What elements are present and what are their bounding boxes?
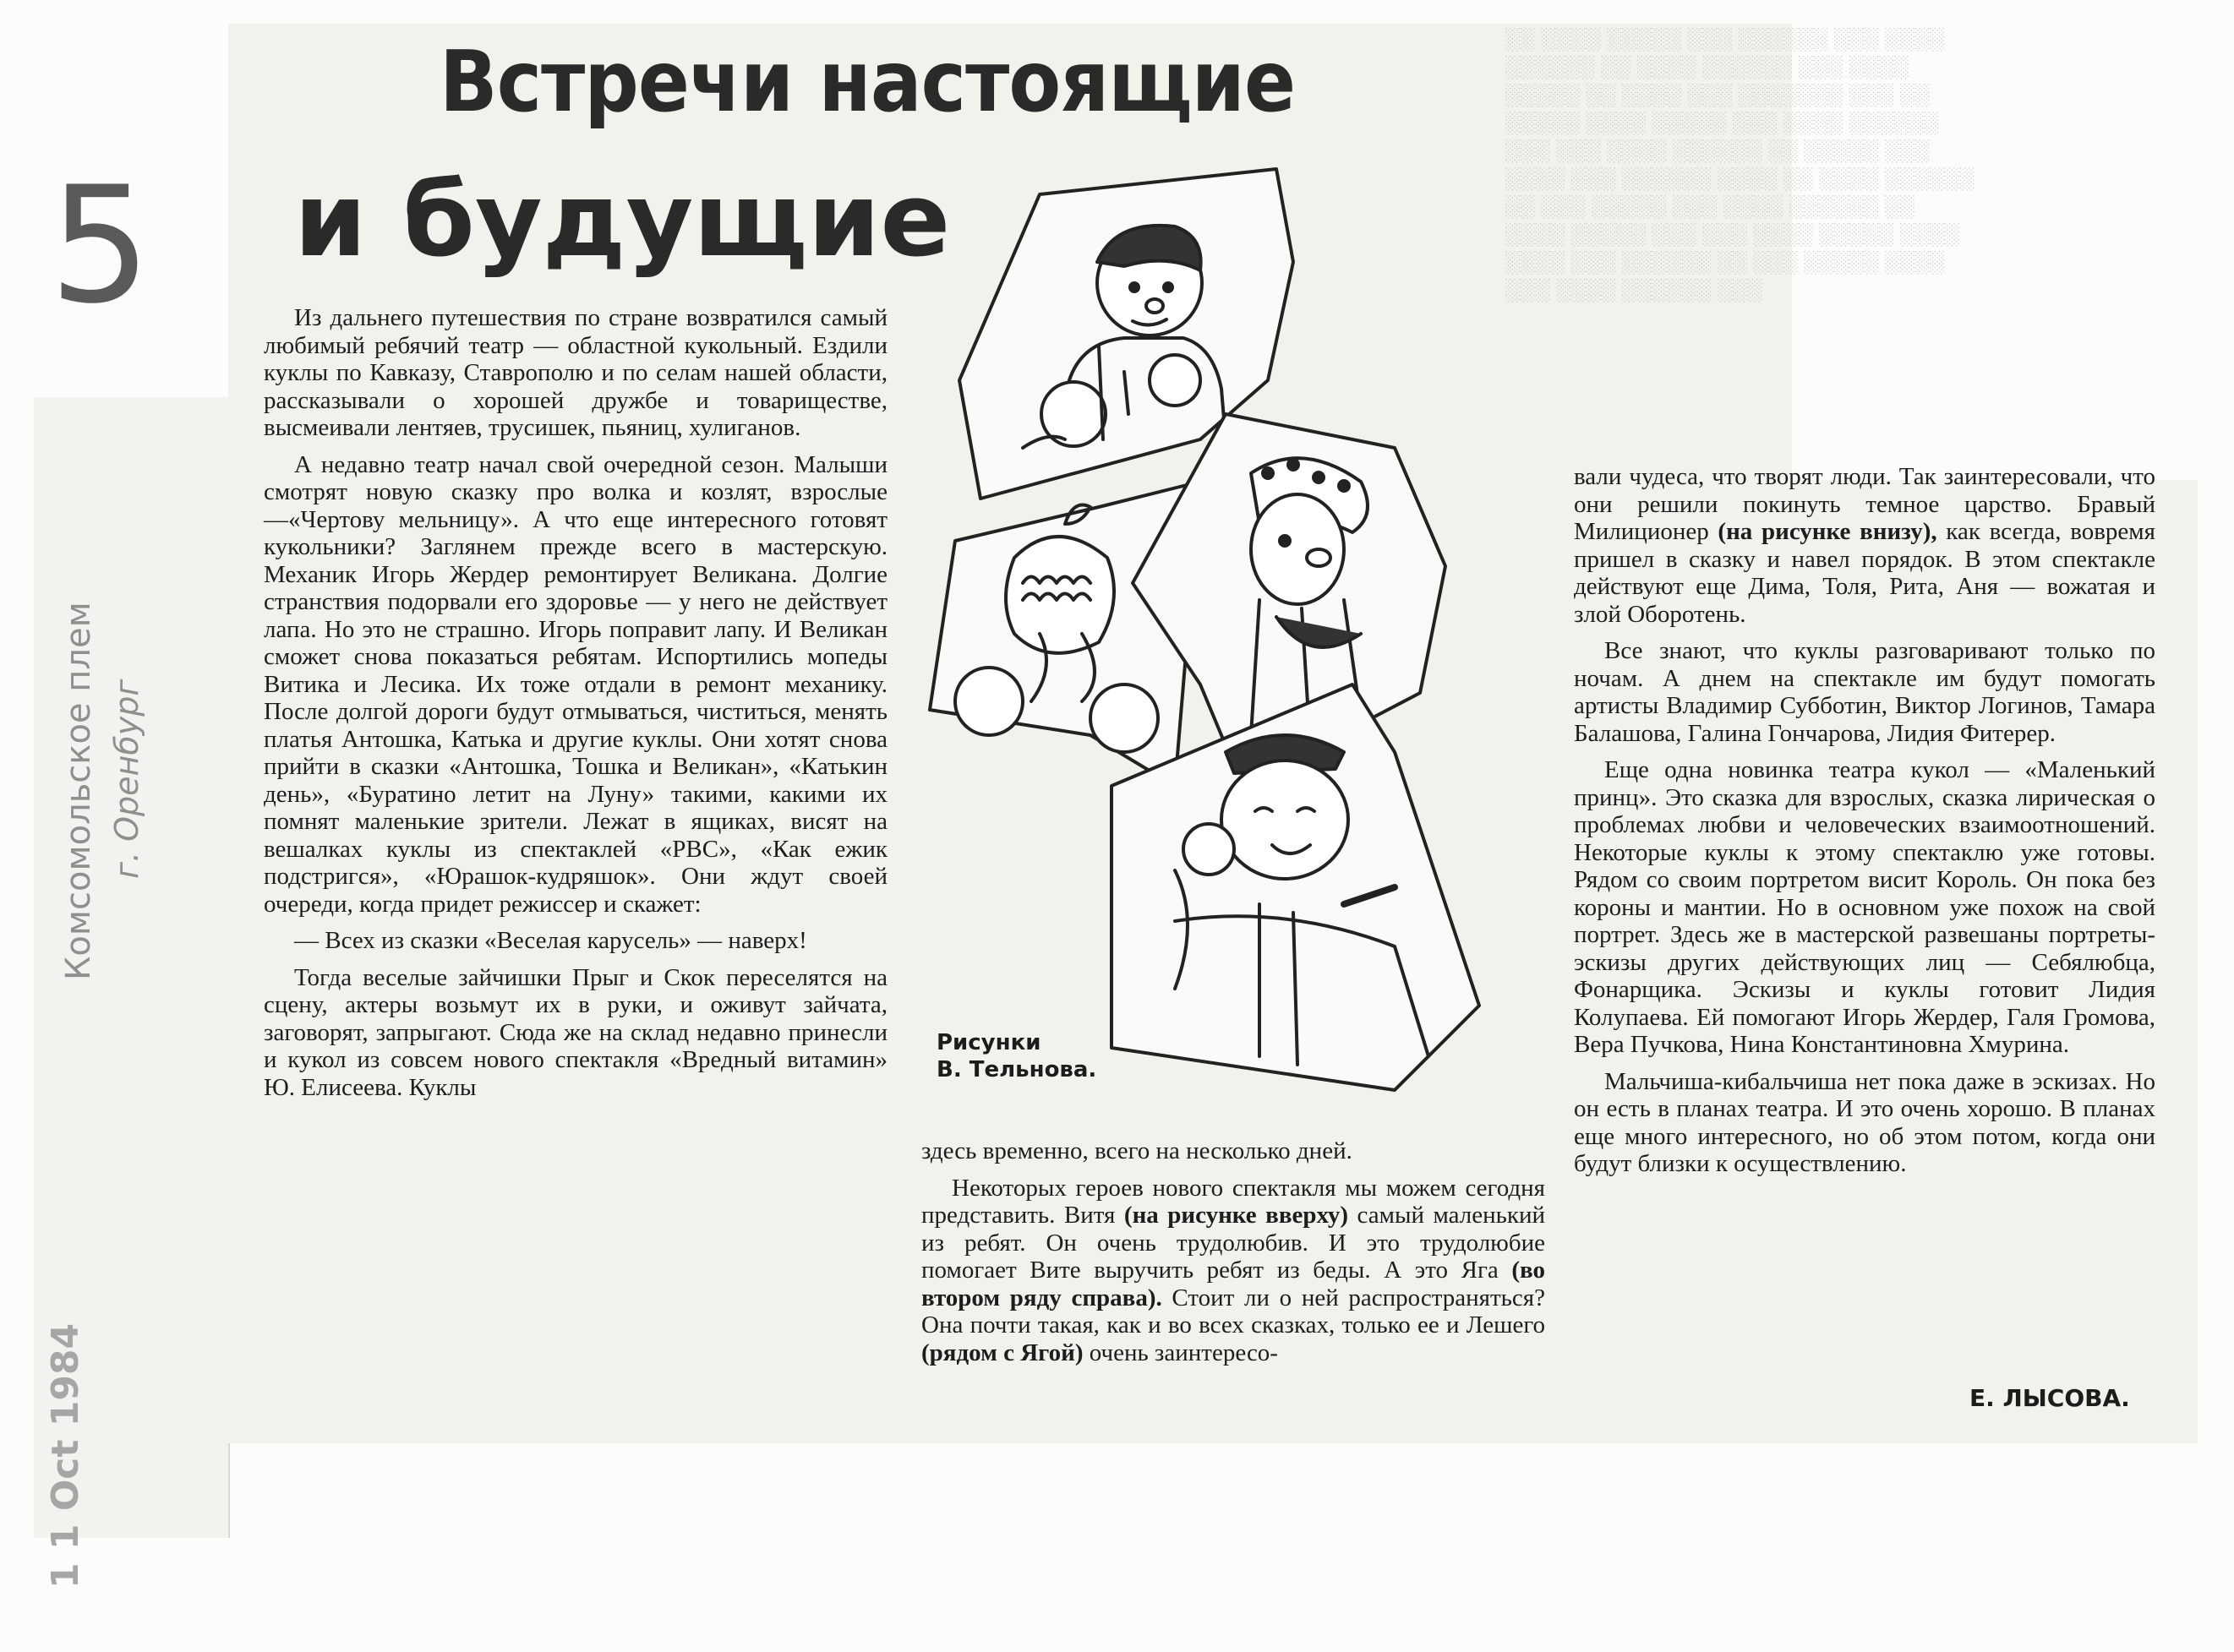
text-run: вали чудеса, что творят люди. Так заинтересовали, что они решили покинуть темное царство. Бравый Милиционер (1574, 463, 2155, 545)
article-column-3 (1574, 463, 2155, 1187)
caption-line-2: В. Тельнова. (937, 1057, 1097, 1082)
bleed-through-text: ░░ ░░░░ ░░░░░ ░░░ ░░░░░░ ░░░ ░░░░ ░░░░░░ ░░ ░░░░ ░░░░░░ ░░░ ░░░░ ░░░░░ ░░ ░░░░ ░░░ ░░░░░░░ ░░░ ░░ ░░░░░ ░░░░ ░░░░░ ░░░ ░░░░ ░░░░░░ ░░░ ░░░ ░░░░ ░░░░░░ ░░ ░░░░░ ░░░ ░░░░ ░░░ ░░░░░░ ░░░░ ░░ ░░░░ ░░░░░░ ░░ ░░░ ░░░░░ ░░░ ░░░░ ░░░░░░ ░░ ░░░░ ░░░░░ ░░░ ░░░ ░░░░ ░░░░░ ░░░░ ░░░░ ░░░ ░░░░░░ ░░ ░░░ ░░░░░ ░░░░ ░░░ ░░░░ ░░░░░░ ░░░ (1505, 27, 1975, 302)
puppet-illustrations (921, 161, 1547, 1099)
date-stamp-text: 1 1 Oct 1984 (44, 1322, 87, 1589)
article-column-2 (921, 1137, 1545, 1376)
paragraph: А недавно театр начал свой очередной сезон. Малыши смотрят новую сказку про волка и козлят, взрослые—«Чертову мельницу». А что еще интересного готовят кукольники? Заглянем прежде всего в мастерскую. Механик Игорь Жердер ремонтирует Великана. Долгие странствия подорвали его здоровье — у него не действует лапа. Но это не страшно. Игорь поправит лапу. И Великан сможет снова показаться ребятам. Испортились мопеды Витика и Лесика. Их тоже отдали в ремонт механику. После долгой дороги будут отмываться, чиститься, менять платья Антошка, Катька и другие куклы. Они хотят снова прийти в сказки «Антошка, Тошка и Великан», «Катькин день», «Буратино летит на Луну» такими, какими их помнят маленькие зрители. Лежат в ящиках, висят на вешалках куклы из спектаклей «РВС», «Как ежик подстригся», «Юрашок-кудряшок». Они ждут своей очереди, когда придет режиссер и скажет: (264, 450, 888, 918)
figure-reference: (на рисунке вверху) (1123, 1202, 1349, 1229)
text-run: самый маленький из ребят. Он очень трудолюбив. И это трудолюбие помогает Вите выручить ребят из беды. А это Яга (921, 1202, 1546, 1284)
text-run: Некоторых героев нового спектакля мы можем сегодня представить. Витя (921, 1174, 1545, 1229)
figure-reference: (рядом с Ягой) (921, 1339, 1084, 1366)
headline-line-1: Встречи настоящие (440, 32, 1296, 131)
headline-line-2: и будущие (294, 162, 951, 280)
figure-reference: (во втором ряду справа). (921, 1257, 1545, 1311)
drawing-leshy (930, 482, 1200, 786)
paragraph: — Всех из сказки «Веселая карусель» — наверх! (294, 927, 807, 954)
paragraph: Еще одна новинка театра кукол — «Маленький принц». Это сказка для взрослых, сказка лирическая о проблемах любви и человеческих взаимоотношений. Некоторые куклы к этому спектаклю уже готовы. Рядом со своим портретом висит Король. Он пока без короны и мантии. Но в основном уже похож на свой портрет. Здесь же в мастерской развешаны портреты-эскизы других действующих лиц — Себялюбца, Фонарщика. Эскизы и куклы готовит Лидия Колупаева. Ей помогают Игорь Жердер, Галя Громова, Вера Пучкова, Нина Константиновна Хмурина. (1574, 756, 2155, 1058)
figure-reference: (на рисунке внизу), (1718, 518, 1937, 545)
paragraph (921, 1175, 1545, 1367)
text-run: Стоит ли о ней распространяться? Она почти такая, как и во всех сказках, только ее и Лешего (921, 1284, 1545, 1339)
author-signature: Е. ЛЫСОВА. (1969, 1384, 2130, 1412)
paragraph: Тогда веселые зайчишки Прыг и Скок переселятся на сцену, актеры возьмут их в руки, и оживут зайчата, заговорят, запрыгают. Сюда же на склад недавно принесли и кукол из совсем нового спектакля «Вредный витамин» Ю. Елисеева. Куклы (264, 963, 888, 1101)
paragraph: Мальчиша-кибальчиша нет пока даже в эскизах. Но он есть в планах театра. И это очень хорошо. В планах еще много интересного, но об этом потом, когда они будут близки к осуществлению. (1574, 1067, 2155, 1177)
caption-line-1: Рисунки (937, 1030, 1041, 1055)
illustration-caption (937, 1029, 1131, 1083)
paragraph: Из дальнего путешествия по стране возвратился самый любимый ребячий театр — областной кукольный. Ездили куклы по Кавказу, Ставрополю и по селам нашей области, рассказывали о хорошей дружбе и товариществе, высмеивали лентяев, трусишек, пьяниц, хулиганов. (264, 304, 888, 441)
text-run: как всегда, вовремя пришел в сказку и навел порядок. В этом спектакле действуют еще Дима, Толя, Рита, Аня — вожатая и злой Оборотень. (1574, 518, 2155, 628)
paragraph: Все знают, что куклы разговаривают только по ночам. А днем на спектакле им будут помогать артисты Владимир Субботин, Виктор Логинов, Тамара Балашова, Галина Гончарова, Лидия Фитерер. (1574, 637, 2155, 747)
stamp-newspaper-text: Комсомольское плем (59, 602, 98, 980)
text-run: очень заинтересо- (1083, 1339, 1278, 1366)
article-column-1 (264, 304, 888, 1110)
paragraph: здесь временно, всего на несколько дней. (921, 1137, 1352, 1164)
stamp-city-text: г. Оренбург (108, 679, 145, 879)
handwritten-page-number: 5 (49, 152, 151, 339)
paragraph (1574, 463, 2155, 628)
